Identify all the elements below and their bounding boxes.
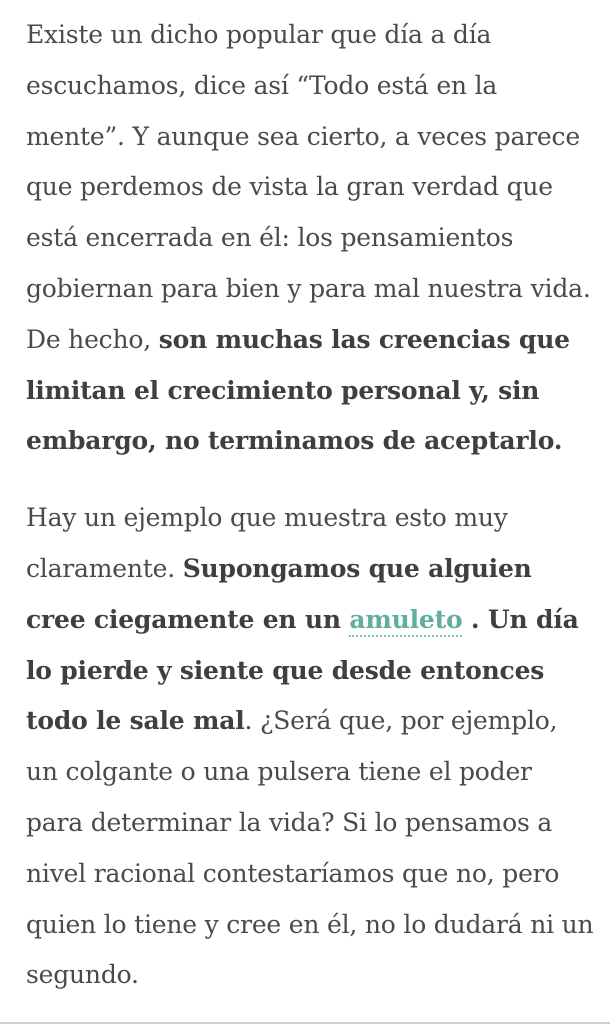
paragraph-2-bold-end: . Un día lo pierde y siente que desde entonces todo le sale mal <box>26 604 579 736</box>
paragraph-1-bold-text: son muchas las creencias que limitan el crecimiento personal y, sin embargo, no terminamos de aceptarlo. <box>26 324 570 456</box>
amuleto-link[interactable]: amuleto <box>349 605 462 637</box>
paragraph-2-bold-start: Supongamos que alguien cree ciegamente en un <box>26 553 532 634</box>
article-body <box>26 10 596 1027</box>
paragraph-2-text-end: . ¿Será que, por ejemplo, un colgante o una pulsera tiene el poder para determinar la vida? Si lo pensamos a nivel racional contestaríamos que no, pero quien lo tiene y cree en él, no lo dudará ni un segundo. <box>26 706 594 990</box>
paragraph-2-text: Hay un ejemplo que muestra esto muy claramente. <box>26 503 508 583</box>
paragraph-1 <box>26 10 596 467</box>
paragraph-1-text: Existe un dicho popular que día a día escuchamos, dice así “Todo está en la mente”. Y aunque sea cierto, a veces parece que perdemos de vista la gran verdad que está encerrada en él: los pensamientos gobiernan para bien y para mal nuestra vida. De hecho, <box>26 20 591 354</box>
paragraph-2 <box>26 493 596 1001</box>
